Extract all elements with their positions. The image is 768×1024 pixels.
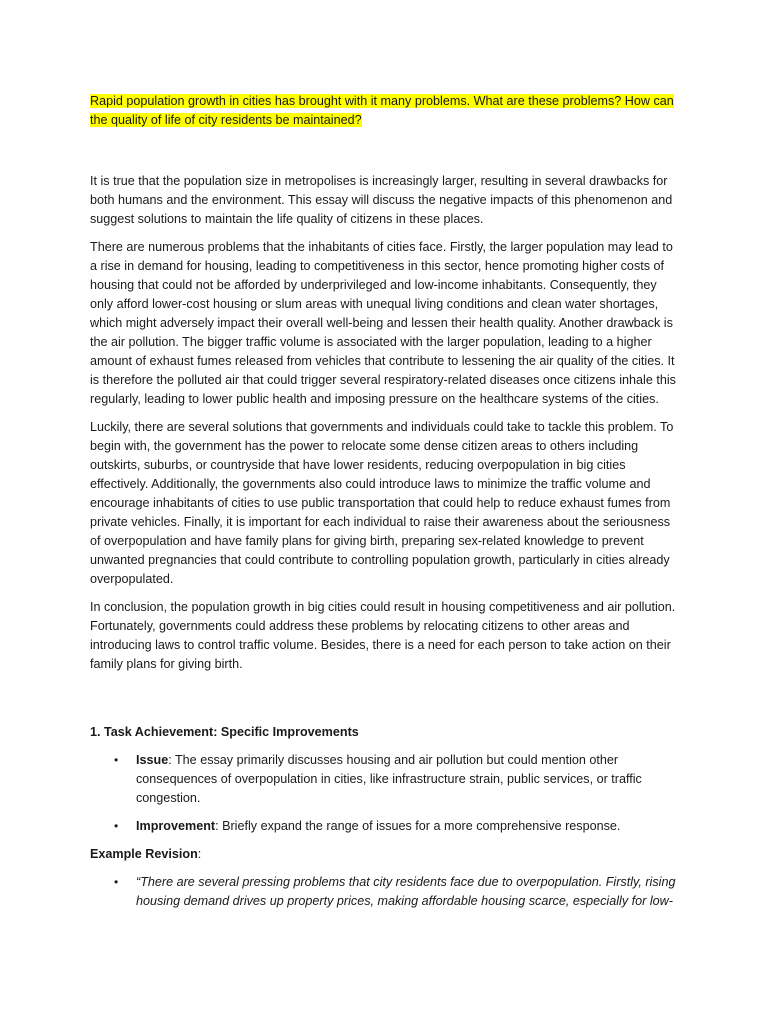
- example-revision-label: [90, 845, 682, 864]
- feedback-item-label: Issue: [136, 753, 169, 767]
- example-revision-text: “There are several pressing problems that city residents face due to overpopulation. Firstly, rising housing demand drives up property prices, making affordable housing scarce, especially for low-: [136, 875, 676, 908]
- example-colon: :: [197, 847, 202, 861]
- section-spacer: [90, 683, 682, 723]
- bullet-icon: •: [114, 819, 119, 833]
- example-revision-list: [90, 873, 682, 911]
- feedback-item-text: : The essay primarily discusses housing and air pollution but could mention other consequences of overpopulation in cities, like infrastructure strain, public services, or traffic congestion.: [136, 753, 642, 805]
- feedback-list: [90, 751, 682, 836]
- bullet-icon: •: [114, 753, 119, 767]
- feedback-heading: 1. Task Achievement: Specific Improvements: [90, 725, 359, 739]
- feedback-item-improvement: [90, 817, 682, 836]
- feedback-item-text: : Briefly expand the range of issues for a more comprehensive response.: [215, 819, 621, 833]
- bullet-icon: •: [114, 875, 119, 889]
- prompt-highlight: Rapid population growth in cities has brought with it many problems. What are these problems? How can the quality of life of city residents be maintained?: [90, 94, 674, 127]
- example-label: Example Revision: [90, 847, 198, 861]
- essay-paragraph-conclusion: In conclusion, the population growth in big cities could result in housing competitiveness and air pollution. Fortunately, governments could address these problems by relocating citizens to other areas and introducing laws to control traffic volume. Besides, there is a need for each person to take action on their family plans for giving birth.: [90, 600, 676, 671]
- essay-paragraph-solutions: Luckily, there are several solutions that governments and individuals could take to tackle this problem. To begin with, the government has the power to relocate some dense citizen areas to others including outskirts, suburbs, or countryside that have lower residents, reducing overpopulation in big cities effectively. Additionally, the governments also could introduce laws to minimize the traffic volume and encourage inhabitants of cities to use public transportation that could help to reduce exhaust fumes from private vehicles. Finally, it is important for each individual to raise their awareness about the seriousness of overpopulation and have family plans for giving birth, preparing sex-related knowledge to prevent unwanted pregnancies that could contribute to controlling population growth, particularly in cities already overpopulated.: [90, 420, 674, 586]
- feedback-item-issue: [90, 751, 682, 808]
- essay-paragraph-intro: It is true that the population size in metropolises is increasingly larger, resulting in several drawbacks for both humans and the environment. This essay will discuss the negative impacts of this phenomenon and suggest solutions to maintain the life quality of citizens in these places.: [90, 174, 673, 226]
- feedback-item-label: Improvement: [136, 819, 216, 833]
- document-page: [90, 92, 682, 920]
- example-revision-item: [90, 873, 682, 911]
- essay-paragraph-problems: There are numerous problems that the inhabitants of cities face. Firstly, the larger population may lead to a rise in demand for housing, leading to competitiveness in this sector, hence promoting higher costs of housing that could not be afforded by underprivileged and low-income inhabitants. Consequently, they only afford lower-cost housing or slum areas with unequal living conditions and clean water shortages, which might adversely impact their overall well-being and lessen their health quality. Another drawback is the air pollution. The bigger traffic volume is associated with the larger population, leading to a higher amount of exhaust fumes released from vehicles that contribute to lessening the air quality of the cities. It is therefore the polluted air that could trigger several respiratory-related diseases once citizens inhale this regularly, leading to lower public health and imposing pressure on the healthcare systems of the cities.: [90, 240, 676, 406]
- essay-prompt: [90, 92, 682, 130]
